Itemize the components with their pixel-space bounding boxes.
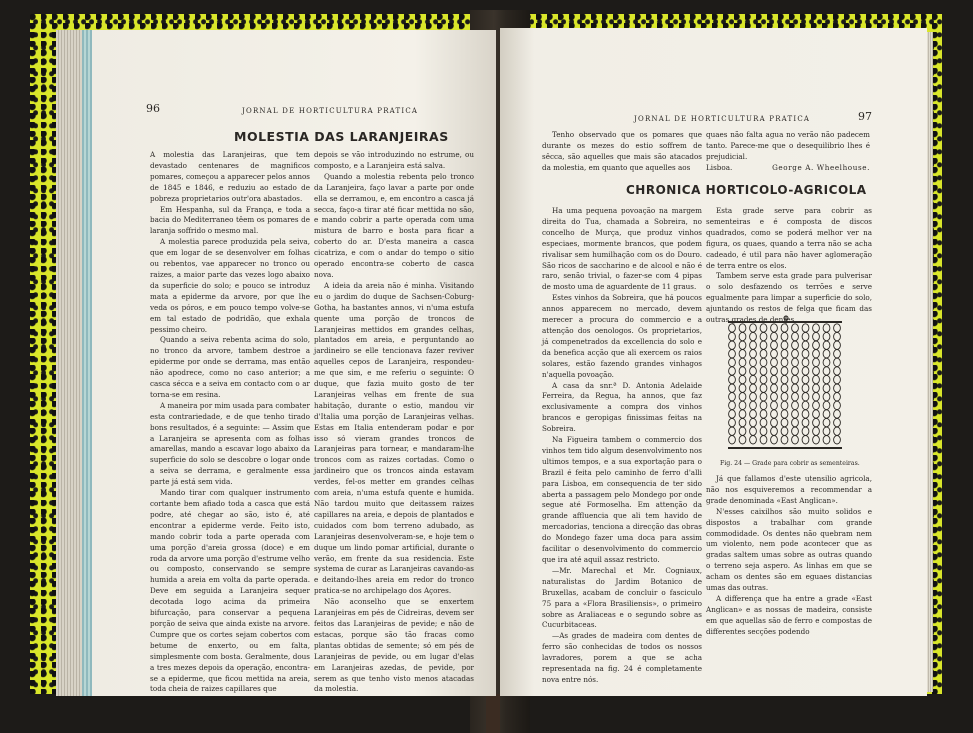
chain-link [792,401,799,409]
chain-link [792,324,799,332]
chain-link [739,358,746,366]
chain-link [739,427,746,435]
chain-link [813,332,820,340]
chain-link [834,410,841,418]
chain-link [760,358,767,366]
chain-link [729,436,736,444]
chain-link [750,427,757,435]
chain-link [834,350,841,358]
chain-link [739,350,746,358]
chain-link [771,358,778,366]
right-page [500,28,927,696]
chain-link [834,436,841,444]
chain-link [750,410,757,418]
chain-link [739,393,746,401]
chain-link [802,393,809,401]
chain-link [813,324,820,332]
chain-link [729,375,736,383]
chain-link [781,418,788,426]
paragraph: Tenho observado que os pomares que durante os mezes do estio soffrem de sêcca, são aquelles que mais são atacados da molestia, em quanto que aquelles aos [542,130,702,172]
chain-link [729,332,736,340]
chain-link [834,341,841,349]
chain-link [802,410,809,418]
paragraph: Já que fallamos d'este utensilio agricola, não nos esquiveremos a recommendar a grade denominada «East Anglican». [706,474,872,505]
chain-link [802,350,809,358]
chain-link [729,350,736,358]
chain-link [771,418,778,426]
chain-link [792,358,799,366]
chain-link [813,375,820,383]
chain-link [813,384,820,392]
paragraph: Estes vinhos da Sobreira, que há poucos annos apparecem no mercado, devem merecer a procura do commercio e a attenção dos oenologos. Os proprietarios, já compenetrados da excellencia do solo e da benefica acção que ali exercem os raios solares, estão fazendo grandes vinhagos n'aquella povoação. [542,293,702,379]
article-column-1 [150,150,310,694]
chain-link [729,393,736,401]
chain-link [802,427,809,435]
chain-link [750,384,757,392]
chain-link [792,418,799,426]
chain-link [750,367,757,375]
chain-link [781,393,788,401]
page-number: 96 [146,102,160,115]
chain-link [771,401,778,409]
chain-link [760,393,767,401]
chain-link [802,384,809,392]
chain-link [823,324,830,332]
chain-link [834,393,841,401]
chain-link [792,350,799,358]
chain-link [739,324,746,332]
chain-link [792,341,799,349]
paragraph: Em Hespanha, sul da França, e toda a bacia do Mediterraneo têem os pomares de laranja soffrido o mesmo mal. [150,204,310,236]
signature-place: Lisboa. [706,162,733,172]
chain-link [760,427,767,435]
chain-link [739,332,746,340]
chain-link [739,375,746,383]
chain-link [750,350,757,358]
chain-link [750,401,757,409]
chain-link [760,367,767,375]
chain-link [834,427,841,435]
chain-link [729,324,736,332]
chain-link [813,358,820,366]
chain-link [792,384,799,392]
chain-link [760,384,767,392]
paragraph: Esta grade serve para cobrir as sementeiras e é composta de discos quadrados, como se poderá melhor ver na figura, os quaes, quando a terra não se acha cadeado, é util para não haver aglomeração de terra entre os elos. [706,206,872,270]
paragraph: Mando tirar com qualquer instrumento cortante bem afiado toda a casca que está podre, até chegar ao são, isto é, até encontrar a epiderme verde. Feito isto, mando cobrir toda a parte operada com uma porção d'areia grossa (doce) e em roda da arvore uma porção d'estrume velho ou composto, conservando se sempre humida a areia em volta da parte operada. Deve em seguida a Laranjeira sequer decotada logo acima da primeira bifurcação, para conservar a pequena porção de seiva que ainda existe na arvore. Cumpre que os cortes sejam cobertos com betume de enxerto, ou em falta, simplesmente com bosta. Geralmente, dous a tres mezes depois da operação, encontra-se a epiderme, que ficou mettida na areia, toda cheia de raizes capillares que [150,488,310,694]
chain-link [813,436,820,444]
chain-link [823,358,830,366]
chain-link [781,341,788,349]
chain-link [781,375,788,383]
harrow-figure [724,316,854,456]
chain-link [802,324,809,332]
chain-link [729,418,736,426]
chain-link [760,410,767,418]
paragraph: Ha uma pequena povoação na margem direita do Tua, chamada a Sobreira, no concelho de Murça, que produz vinhos especiaes, mormente brancos, que podem rivalisar sem humilhação com os do Douro. São ricos de saccharino e de alcool e não é raro, senão trivial, o fazer-se com 4 pipas de mosto uma de aguardente de 11 graus. [542,206,702,292]
chain-link [802,358,809,366]
running-head: JORNAL DE HORTICULTURA PRATICA [242,107,419,115]
chain-link [750,436,757,444]
chain-link [750,324,757,332]
paragraph: —As grades de madeira com dentes de ferro são conhecidas de todos os nossos lavradores, porem a que se acha representada na fig. 24 é completamente nova entre nós. [542,631,702,684]
chain-link [813,427,820,435]
chain-link [823,410,830,418]
chain-link [813,410,820,418]
paragraph: depois se vão introduzindo no estrume, ou composto, e a Laranjeira está salva. [314,150,474,170]
letter-end-column-1 [542,130,702,174]
letter-end-column-2 [706,130,870,174]
chain-link [739,436,746,444]
paragraph: A maneira por mim usada para combater esta contrariedade, e de que tenho tirado bons resultados, é a seguinte: — Assim que a Laranjeira se apresenta com as folhas amarellas, mando a escavar logo abaixo da superficie do solo se descobre o logar onde a seiva se derrama, e geralmente essa parte já está sem vida. [150,400,310,487]
chain-link [750,418,757,426]
chain-link [792,393,799,401]
chain-link [792,410,799,418]
chain-link [781,332,788,340]
chain-link [823,375,830,383]
paragraph: A molestia parece produzida pela seiva, que em logar de se desenvolver em folhas ou rebentos, vae apparecer no tronco ou raizes, a maior parte das vezes logo abaixo da superficie do solo; e pouco se introduz mata a epiderme da arvore, por que lhe veda os póros, e em pouco tempo volve-se em tal estado de podridão, que exhala pessimo cheiro. [150,237,310,334]
bookmark-ribbon [486,694,500,733]
chain-link [771,332,778,340]
chain-link [802,418,809,426]
chain-link [771,324,778,332]
chain-link [792,375,799,383]
chain-link [834,418,841,426]
chain-link [792,332,799,340]
chain-link [729,410,736,418]
chain-link [834,332,841,340]
chain-link [760,401,767,409]
paragraph: A ideia da areia não é minha. Visitando eu o jardim do duque de Sachsen-Coburg-Gotha, ha bastantes annos, vi n'uma estufa quente uma porção de troncos de Laranjeiras mettidos em grandes celhas, plantados em areia, e perguntando ao jardineiro se elle tencionava fazer reviver aquelles cepos de Laranjeira, respondeu-me que sim, e me referiu o seguinte: O duque, que fazia muito gosto de ter Laranjeiras velhas em frente de sua habitação, durante o estio, mandou vir d'Italia uma porção de Laranjeiras velhas. Estas em Italia entenderam podar e por isso só vieram grandes troncos de Laranjeiras para tornear, e mandaram-lhe troncos com as raizes cortadas. Como o jardineiro que os troncos ainda estavam verdes, fel-os metter em grandes celhas com areia, n'uma estufa quente e humida. Não tardou muito que deitassem raizes capillares na areia, e depois de plantados e cuidados com bom terreno adubado, as Laranjeiras desenvolveram-se, e hoje tem o duque um lindo pomar artificial, durante o verão, em frente da sua residencia. Este systema de curar as Laranjeiras cavando-as e deitando-lhes areia em redor do tronco pratica-se no archipelago dos Açores. [314,280,474,596]
chronicle-column-2-top [706,206,872,325]
chain-link [823,418,830,426]
chain-link [760,341,767,349]
chain-link [739,410,746,418]
chain-link [813,418,820,426]
chain-link [802,401,809,409]
chain-link [729,341,736,349]
chain-link [739,384,746,392]
chain-link [823,427,830,435]
chronicle-column-1 [542,206,702,684]
chain-link [760,375,767,383]
chain-link [760,418,767,426]
chain-link [739,367,746,375]
chain-link [813,401,820,409]
chain-link [823,436,830,444]
chain-link [771,436,778,444]
chain-link [750,341,757,349]
chain-link [813,341,820,349]
running-head: JORNAL DE HORTICULTURA PRATICA [634,115,811,123]
chain-link [729,401,736,409]
paragraph: quaes não falta agua no verão não padecem tanto. Parece-me que o desequilibrio lhes é prejudicial. [706,130,870,161]
chain-link [781,358,788,366]
chain-link [781,401,788,409]
paragraph: A differença que ha entre a grade «East Anglican» e as nossas de madeira, consiste em que aquellas são de ferro e compostas de differentes secções podendo [706,593,872,636]
chain-link [760,332,767,340]
chain-link [813,393,820,401]
paragraph: Não aconselho que se enxertem Laranjeiras em pés de Cidreiras, devem ser feitos das Laranjeiras de pevide; e não de estacas, porque são tão fracas como plantas obtidas de semente; só em pés de Laranjeiras de pevide, ou em lugar d'elas em Laranjeiras azedas, de pevide, por serem as que tenho visto menos atacadas da molestia. [314,597,474,694]
chain-link [792,427,799,435]
chain-link [760,436,767,444]
page-edges [56,30,96,696]
chain-link [771,384,778,392]
chain-link [739,401,746,409]
chain-link [823,401,830,409]
chain-link [771,410,778,418]
chain-link [823,341,830,349]
chain-link [834,324,841,332]
paragraph: A casa da snr.ª D. Antonia Adelaide Ferreira, da Regua, ha annos, que faz exclusivamente a compra dos vinhos brancos e geropigas finissimas feitas na Sobreira. [542,380,702,434]
paragraph: Quando a molestia rebenta pelo tronco da Laranjeira, faço lavar a parte por onde ella se derramou, e, em encontro a casca já secca, faço-a tirar até ficar mettida no são, e mando cobrir a parte operada com uma mistura de barro e bosta para ficar a coberto do ar. D'esta maneira a casca cicatriza, e com o andar do tempo o sitio operado encontra-se coberto de casca nova. [314,171,474,279]
chain-link [834,375,841,383]
chronicle-column-2-bottom [706,474,872,670]
chain-link [739,418,746,426]
paragraph: —Mr. Marechal et Mr. Cogniaux, naturalistas do Jardim Botanico de Bruxellas, acabam de concluir o fasciculo 75 para a «Flora Brasiliensis», o primeiro sobre as Araliaceas e o segundo sobre as Cucurbitaceas. [542,565,702,630]
chain-link [834,358,841,366]
paragraph: Tambem serve esta grade para pulverisar o solo desfazendo os terrões e serve egualmente para limpar a superficie do solo, ajuntando os restos de felga que ficam das outras grades de dentes. [706,271,872,325]
chain-link [792,367,799,375]
chain-link [771,427,778,435]
chain-link [781,436,788,444]
chain-link [750,393,757,401]
chain-link [750,375,757,383]
chain-link [729,384,736,392]
article-column-2 [314,150,474,694]
chain-link [823,393,830,401]
chain-link [750,358,757,366]
paragraph: N'esses caixilhos são muito solidos e dispostos a trabalhar com grande commodidade. Os dentes não quebram nem um violento, nem pode acontecer que as gradas saltem umas sobre as outras quando o terreno seja aspero. As linhas em que se acham os dentes são em eguaes distancias umas das outras. [706,506,872,593]
chain-link [823,332,830,340]
paragraph: Na Figueira tambem o commercio dos vinhos tem tido algum desenvolvimento nos ultimos tempos, e a sua exportação para o Brazil é feita pelo caminho de ferro d'alli para Lisboa, em consequencia de ter sido aberta a passagem pelo Mondego por onde segue até Formoselha. Em attenção da grande affluencia que ali tem havido de mercadorias, tenciona a direcção das obras do Mondego fazer uma doca para assim facilitar o desenvolvimento do commercio que ira até aquil assaz restricto. [542,435,702,564]
chain-link [739,341,746,349]
chain-link [823,384,830,392]
chain-link [771,393,778,401]
chain-link [781,384,788,392]
chain-link [834,384,841,392]
chain-link [771,341,778,349]
chain-link [781,367,788,375]
chain-link [813,367,820,375]
chain-link [760,350,767,358]
chain-link [771,350,778,358]
chain-link [823,350,830,358]
chain-link [771,367,778,375]
chain-link [771,375,778,383]
chain-link [813,350,820,358]
chain-link [802,332,809,340]
chain-link [792,436,799,444]
chain-link [802,375,809,383]
paragraph: A molestia das Laranjeiras, que tem devastado centenares de magnificos pomares, começou a apparecer pelos annos de 1845 e 1846, e reduziu ao estado de pobreza proprietarios outr'ora abastados. [150,150,310,203]
chain-link [781,324,788,332]
chain-link [823,367,830,375]
chain-link [729,427,736,435]
article-title: MOLESTIA DAS LARANJEIRAS [234,129,449,144]
chain-link [781,427,788,435]
chain-link [729,358,736,366]
signature-name: George A. Wheelhouse. [772,162,870,172]
chain-link [750,332,757,340]
chain-link [802,436,809,444]
chain-link [729,367,736,375]
chain-link [781,410,788,418]
chronicle-title: CHRONICA HORTICOLO-AGRICOLA [626,183,867,197]
chain-link [802,341,809,349]
chain-link [834,401,841,409]
paragraph: Quando a seiva rebenta acima do solo, no tronco da arvore, tambem destroe a epiderme por onde se derrama, mas então não apodrece, como no caso anterior; a casca sécca e a seiva em contacto com o ar torna-se em resina. [150,335,310,399]
chain-link [834,367,841,375]
page-number: 97 [858,110,872,123]
left-page [92,30,496,696]
figure-caption: Fig. 24 — Grade para cobrir as sementeiras. [720,460,860,467]
chain-link [760,324,767,332]
chain-link [781,350,788,358]
chain-link [802,367,809,375]
